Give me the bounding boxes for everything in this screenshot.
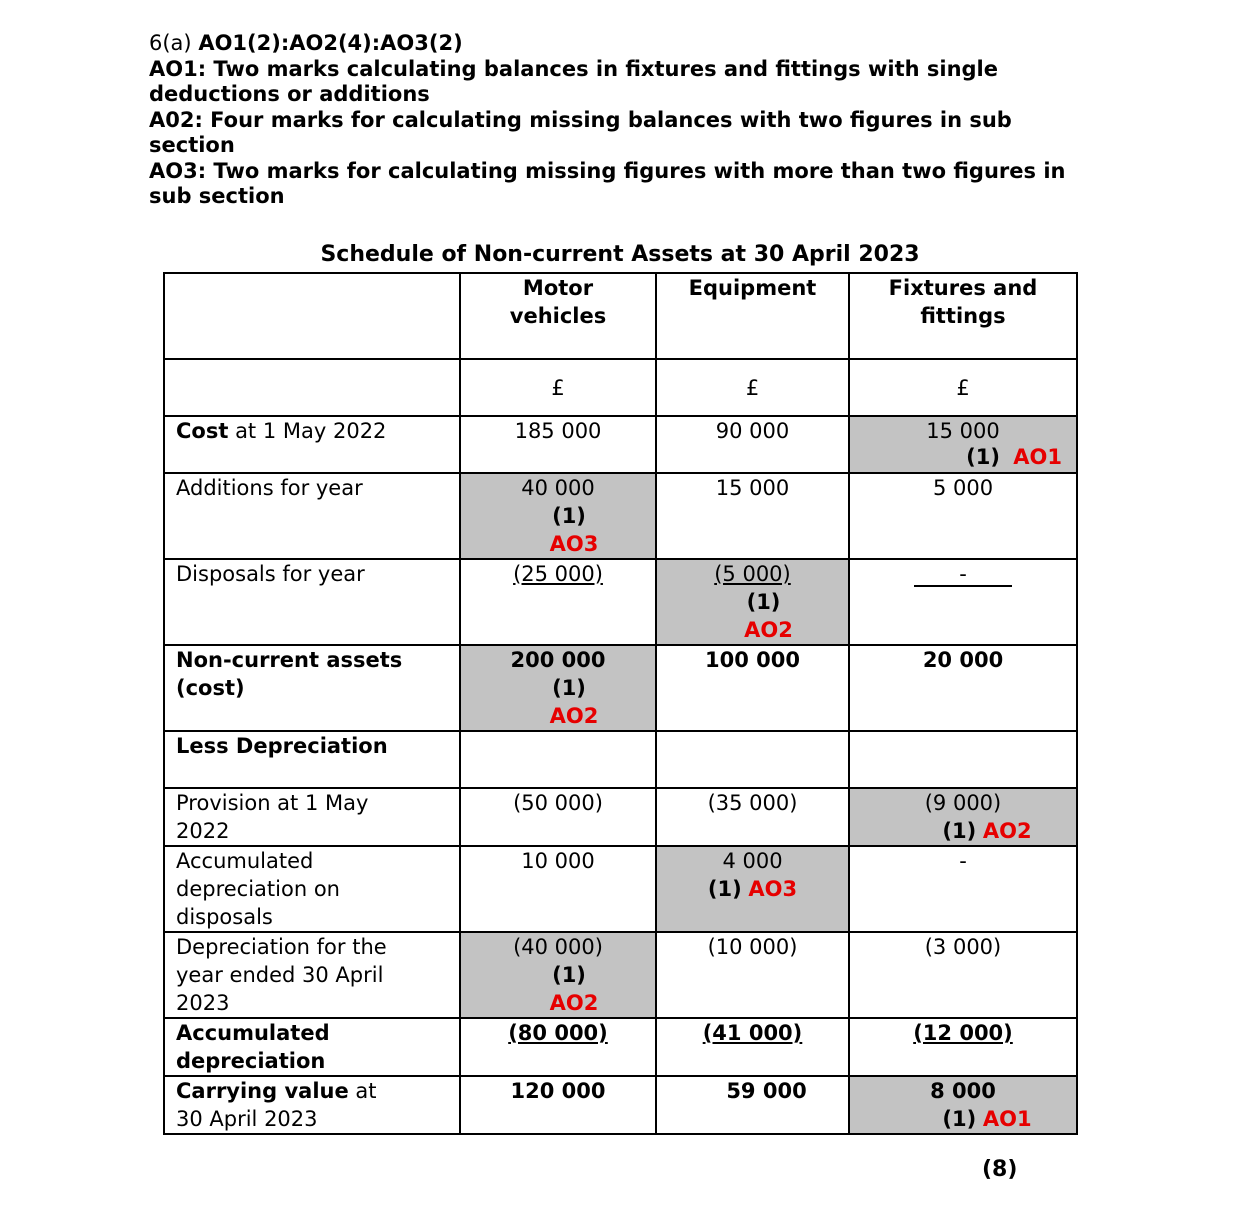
cell-marked: (9 000) (1) AO2 bbox=[849, 788, 1077, 846]
row-label-carrying-value: Carrying value at 30 April 2023 bbox=[164, 1076, 460, 1134]
row-label-nca-cost: Non-current assets (cost) bbox=[164, 645, 460, 731]
cell: 185 000 bbox=[460, 416, 656, 473]
cell-marked: 4 000 (1) AO3 bbox=[656, 846, 849, 932]
table-row bbox=[164, 1018, 1077, 1076]
cell-marked: 40 000 (1) AO3 bbox=[460, 473, 656, 559]
ao2-description-1: A02: Four marks for calculating missing balances with two figures in sub bbox=[149, 107, 1012, 132]
col-motor-vehicles: Motor vehicles bbox=[460, 273, 656, 359]
table-row bbox=[164, 645, 1077, 731]
currency-fixtures: £ bbox=[849, 359, 1077, 416]
row-label-accumulated-depreciation: Accumulated depreciation bbox=[164, 1018, 460, 1076]
col-equipment: Equipment bbox=[656, 273, 849, 359]
schedule-table bbox=[163, 272, 1078, 1135]
ao-tag: AO3 bbox=[549, 532, 599, 556]
cell: (80 000) bbox=[460, 1018, 656, 1076]
table-row bbox=[164, 731, 1077, 788]
cell: (10 000) bbox=[656, 932, 849, 1018]
currency-equipment: £ bbox=[656, 359, 849, 416]
row-label-provision: Provision at 1 May 2022 bbox=[164, 788, 460, 846]
cell: - bbox=[849, 559, 1077, 645]
cell: 20 000 bbox=[849, 645, 1077, 731]
cell: 100 000 bbox=[656, 645, 849, 731]
cell: 120 000 bbox=[460, 1076, 656, 1134]
cell-marked: 200 000 (1) AO2 bbox=[460, 645, 656, 731]
row-label-disposals: Disposals for year bbox=[164, 559, 460, 645]
row-label-depreciation-year: Depreciation for the year ended 30 April 2023 bbox=[164, 932, 460, 1018]
row-label-cost: Cost at 1 May 2022 bbox=[164, 416, 460, 473]
cell: 90 000 bbox=[656, 416, 849, 473]
table-row bbox=[164, 359, 1077, 416]
cell: - bbox=[849, 846, 1077, 932]
ao3-description-2: sub section bbox=[149, 184, 285, 208]
question-line bbox=[149, 31, 1089, 57]
row-label-less-depreciation: Less Depreciation bbox=[164, 731, 460, 788]
ao1-description-1: AO1: Two marks calculating balances in fixtures and fittings with single bbox=[149, 56, 998, 81]
ao-tag: AO3 bbox=[748, 877, 798, 901]
ao-summary: AO1(2):AO2(4):AO3(2) bbox=[198, 31, 463, 55]
question-number: 6(a) bbox=[149, 31, 192, 55]
cell: (41 000) bbox=[656, 1018, 849, 1076]
cell: 5 000 bbox=[849, 473, 1077, 559]
total-marks: (8) bbox=[982, 1157, 1018, 1182]
ao-tag: AO2 bbox=[982, 819, 1032, 843]
row-label-additions: Additions for year bbox=[164, 473, 460, 559]
ao1-description-2: deductions or additions bbox=[149, 82, 430, 106]
table-row bbox=[164, 416, 1077, 473]
cell: 59 000 bbox=[656, 1076, 849, 1134]
cell-marked: (5 000) (1) AO2 bbox=[656, 559, 849, 645]
table-row bbox=[164, 559, 1077, 645]
cell: 10 000 bbox=[460, 846, 656, 932]
table-row bbox=[164, 1076, 1077, 1134]
table-row bbox=[164, 273, 1077, 359]
schedule-title: Schedule of Non-current Assets at 30 April 2023 bbox=[320, 242, 920, 267]
ao3-description-1: AO3: Two marks for calculating missing figures with more than two figures in bbox=[149, 158, 1066, 183]
ao-tag: AO2 bbox=[549, 704, 599, 728]
ao-tag: AO2 bbox=[549, 991, 599, 1015]
currency-motor: £ bbox=[460, 359, 656, 416]
row-label-acc-disposals: Accumulated depreciation on disposals bbox=[164, 846, 460, 932]
table-row bbox=[164, 788, 1077, 846]
table-row bbox=[164, 473, 1077, 559]
ao-tag: AO1 bbox=[982, 1107, 1032, 1131]
cell: (25 000) bbox=[460, 559, 656, 645]
col-fixtures-fittings: Fixtures and fittings bbox=[849, 273, 1077, 359]
cell: (3 000) bbox=[849, 932, 1077, 1018]
cell: 15 000 bbox=[656, 473, 849, 559]
marking-header bbox=[149, 31, 1089, 210]
cell: (50 000) bbox=[460, 788, 656, 846]
cell: (35 000) bbox=[656, 788, 849, 846]
cell: (12 000) bbox=[849, 1018, 1077, 1076]
table-row bbox=[164, 932, 1077, 1018]
ao2-description-2: section bbox=[149, 133, 235, 157]
ao-tag: AO1 bbox=[1013, 445, 1062, 469]
table-row bbox=[164, 846, 1077, 932]
cell-marked: 8 000 (1) AO1 bbox=[849, 1076, 1077, 1134]
cell-marked: (40 000) (1) AO2 bbox=[460, 932, 656, 1018]
ao-tag: AO2 bbox=[744, 618, 793, 642]
header-blank-cell bbox=[164, 273, 460, 359]
cell-marked: 15 000 (1) AO1 bbox=[849, 416, 1077, 473]
